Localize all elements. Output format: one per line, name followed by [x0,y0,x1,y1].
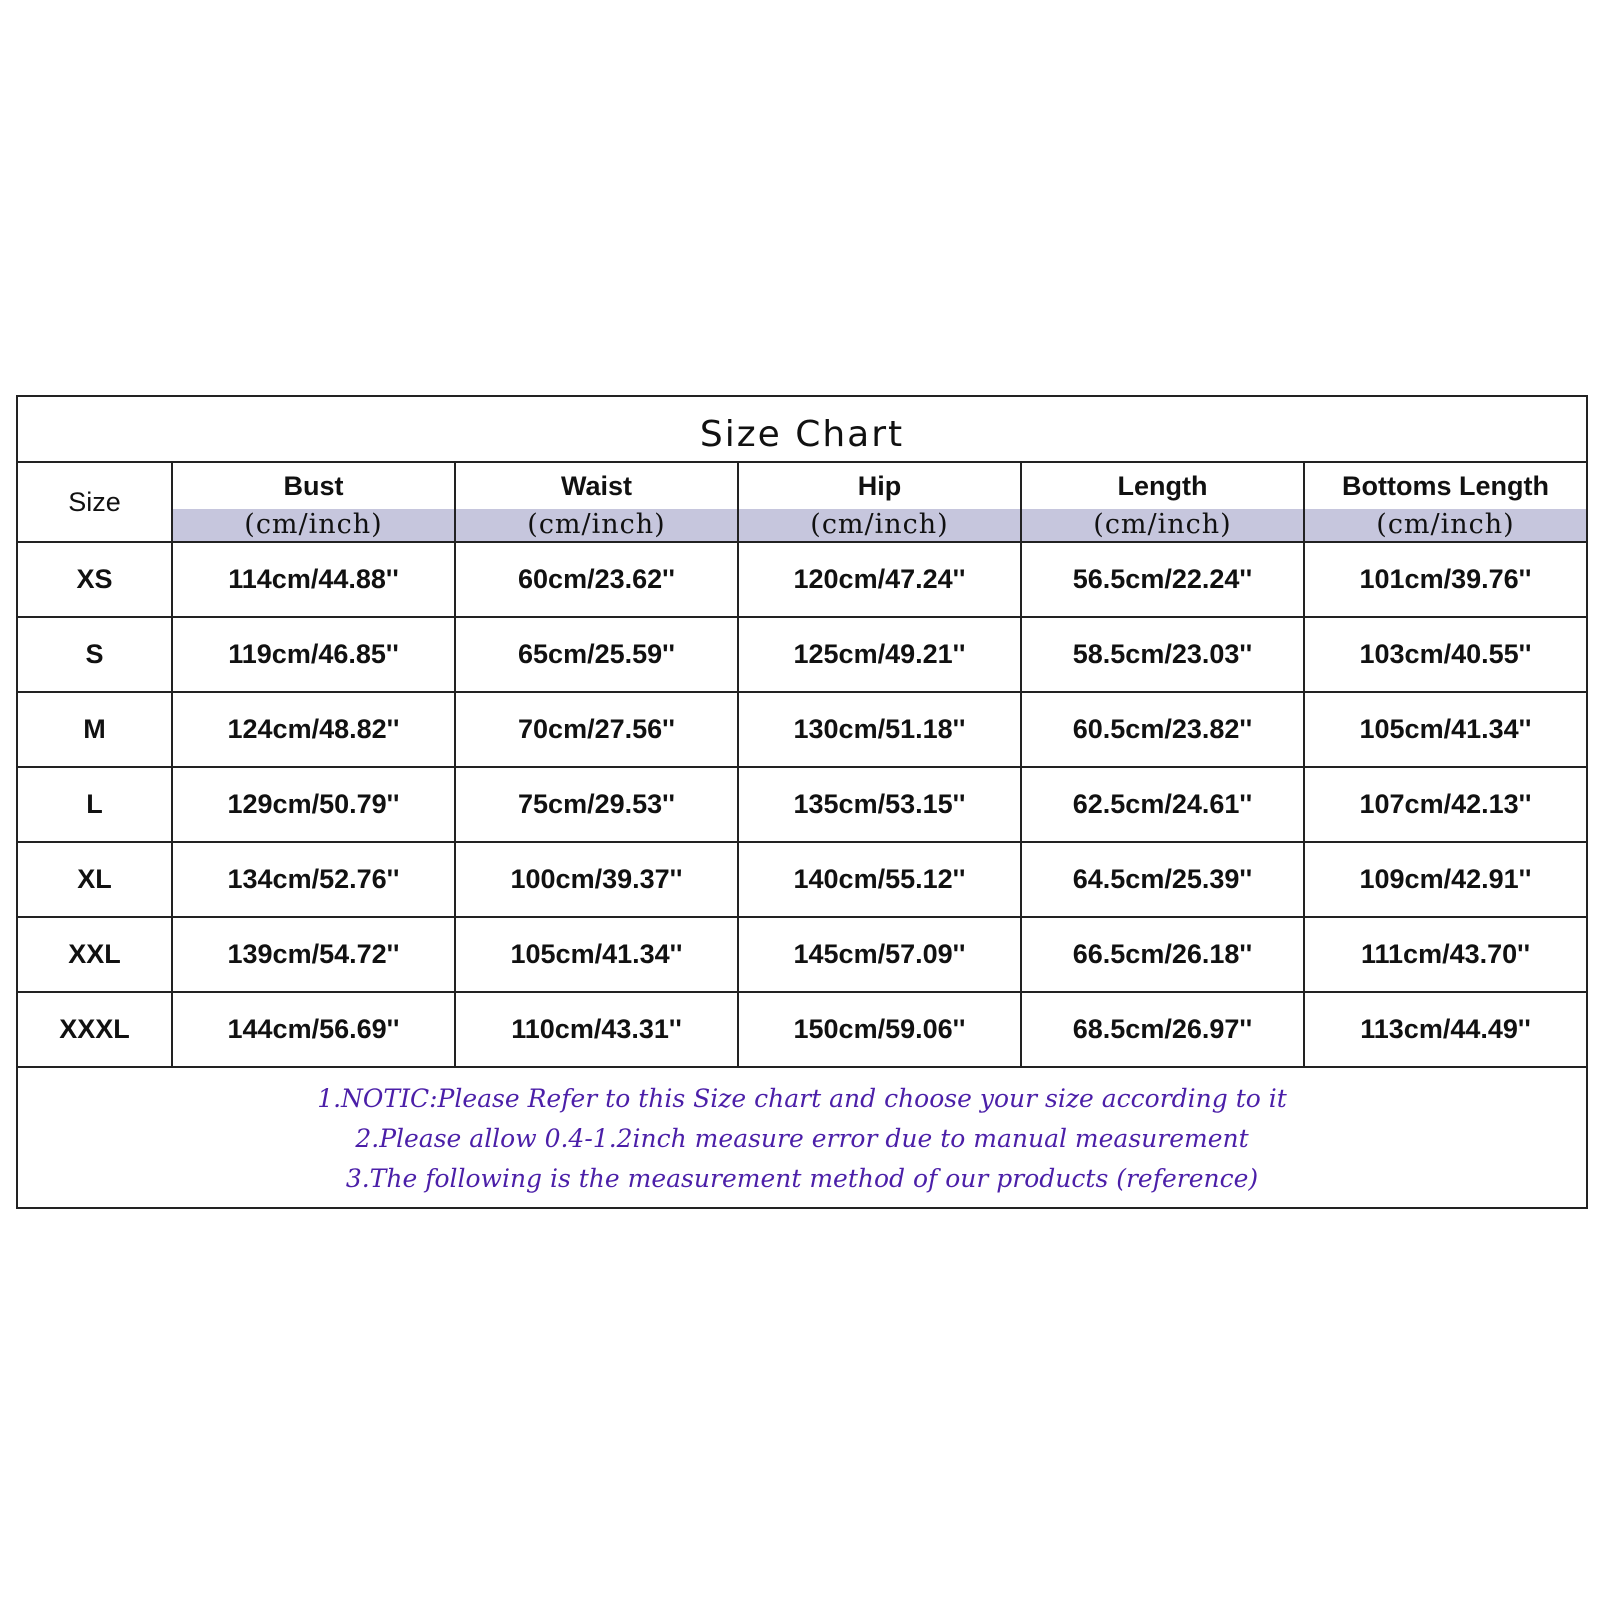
column-header-bottoms-length: Bottoms Length [1304,462,1586,509]
measurement-cell: 68.5cm/26.97'' [1021,992,1304,1067]
header-unit-row [18,509,1586,542]
table-row [18,542,1586,617]
size-column-header: Size [18,462,172,542]
measurement-cell: 120cm/47.24'' [738,542,1021,617]
measurement-cell: 100cm/39.37'' [455,842,738,917]
table-row [18,617,1586,692]
measurement-cell: 150cm/59.06'' [738,992,1021,1067]
measurement-cell: 124cm/48.82'' [172,692,455,767]
table-row [18,917,1586,992]
measurement-cell: 140cm/55.12'' [738,842,1021,917]
table-row [18,992,1586,1067]
table-row [18,842,1586,917]
table-row [18,767,1586,842]
size-label-cell: XS [18,542,172,617]
column-header-waist: Waist [455,462,738,509]
size-label-cell: XXXL [18,992,172,1067]
column-unit-bust: (cm/inch) [172,509,455,542]
size-table [18,461,1586,1068]
measurement-cell: 60.5cm/23.82'' [1021,692,1304,767]
note-line: 3.The following is the measurement method of our products (reference) [345,1164,1259,1193]
size-chart [16,395,1588,1209]
measurement-cell: 111cm/43.70'' [1304,917,1586,992]
measurement-cell: 101cm/39.76'' [1304,542,1586,617]
column-header-bust: Bust [172,462,455,509]
size-label-cell: S [18,617,172,692]
size-table-body [18,462,1586,1067]
measurement-cell: 103cm/40.55'' [1304,617,1586,692]
measurement-cell: 109cm/42.91'' [1304,842,1586,917]
size-label-cell: XXL [18,917,172,992]
header-name-row [18,462,1586,509]
notes-section [18,1071,1586,1207]
column-unit-length: (cm/inch) [1021,509,1304,542]
measurement-cell: 58.5cm/23.03'' [1021,617,1304,692]
measurement-cell: 119cm/46.85'' [172,617,455,692]
measurement-cell: 62.5cm/24.61'' [1021,767,1304,842]
size-label-cell: L [18,767,172,842]
table-row [18,692,1586,767]
measurement-cell: 65cm/25.59'' [455,617,738,692]
chart-title: Size Chart [18,397,1586,463]
note-line: 2.Please allow 0.4-1.2inch measure error due to manual measurement [355,1124,1249,1153]
measurement-cell: 105cm/41.34'' [455,917,738,992]
measurement-cell: 145cm/57.09'' [738,917,1021,992]
measurement-cell: 139cm/54.72'' [172,917,455,992]
measurement-cell: 114cm/44.88'' [172,542,455,617]
measurement-cell: 134cm/52.76'' [172,842,455,917]
measurement-cell: 144cm/56.69'' [172,992,455,1067]
size-label-cell: XL [18,842,172,917]
size-label-cell: M [18,692,172,767]
measurement-cell: 60cm/23.62'' [455,542,738,617]
measurement-cell: 105cm/41.34'' [1304,692,1586,767]
measurement-cell: 113cm/44.49'' [1304,992,1586,1067]
column-unit-hip: (cm/inch) [738,509,1021,542]
column-header-length: Length [1021,462,1304,509]
measurement-cell: 135cm/53.15'' [738,767,1021,842]
measurement-cell: 110cm/43.31'' [455,992,738,1067]
measurement-cell: 66.5cm/26.18'' [1021,917,1304,992]
measurement-cell: 129cm/50.79'' [172,767,455,842]
measurement-cell: 56.5cm/22.24'' [1021,542,1304,617]
measurement-cell: 64.5cm/25.39'' [1021,842,1304,917]
note-line: 1.NOTIC:Please Refer to this Size chart and choose your size according to it [317,1084,1287,1113]
column-header-hip: Hip [738,462,1021,509]
column-unit-bottoms-length: (cm/inch) [1304,509,1586,542]
measurement-cell: 70cm/27.56'' [455,692,738,767]
measurement-cell: 125cm/49.21'' [738,617,1021,692]
measurement-cell: 75cm/29.53'' [455,767,738,842]
measurement-cell: 130cm/51.18'' [738,692,1021,767]
measurement-cell: 107cm/42.13'' [1304,767,1586,842]
column-unit-waist: (cm/inch) [455,509,738,542]
